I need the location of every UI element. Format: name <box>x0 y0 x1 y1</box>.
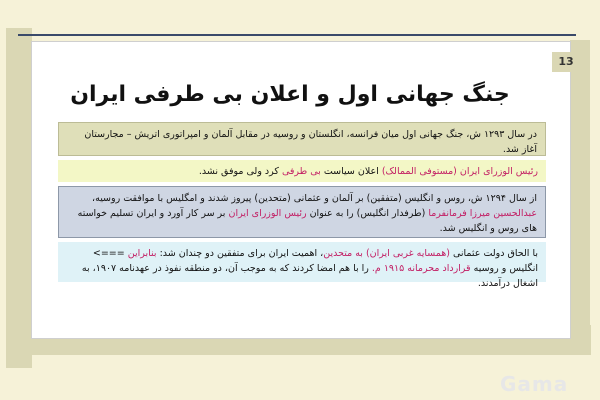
page-number: 13 <box>552 52 580 72</box>
box2-highlight-neutrality: بی طرفی <box>281 166 321 177</box>
box3-text-b: (طرفدار انگلیس) را به عنوان <box>306 208 429 219</box>
box2-text-a: اعلان سیاست <box>320 166 382 177</box>
box3-text-a: از سال ۱۲۹۴ ش، روس و انگلیس (متفقین) بر آلمان و عثمانی (متحدین) پیروز شدند و امگلیس با موافقت روسیه، <box>92 193 537 204</box>
box4-highlight-therefore: بنابراین <box>127 248 157 259</box>
box3-highlight-farmanfarma: عبدالحسین میرزا فرمانفرما <box>428 208 537 219</box>
box3-highlight-pm: رئیس الوزرای ایران <box>228 208 307 219</box>
box4-text-a: با الحاق دولت عثمانی <box>449 248 538 259</box>
slide-top-rule <box>18 34 576 36</box>
slide-title: جنگ جهانی اول و اعلان بی طرفی ایران <box>70 82 510 107</box>
box3-text-c: بر سر کار آورد و ایران تسلیم خواسته های روس و انگلیس شد. <box>77 208 537 234</box>
box4-text-c: ===> انگلیس و روسیه <box>92 248 538 274</box>
text-box-4 <box>58 242 546 289</box>
box4-highlight-neighbor: (همسایه غربی ایران) به متحدین <box>323 248 450 259</box>
left-decor-band <box>6 28 32 368</box>
box1-text: در سال ۱۲۹۳ ش، جنگ جهانی اول میان فرانسه، انگلستان و روسیه در مقابل آلمان و امپراتوری اتریش – مجارستان آغاز شد. <box>84 129 537 155</box>
box2-text-b: کرد ولی موفق نشد. <box>198 166 282 177</box>
box4-highlight-treaty: قرارداد محرمانه ۱۹۱۵ م. <box>371 263 471 274</box>
box4-text-b: ، اهمیت ایران برای متفقین دو چندان شد: <box>156 248 324 259</box>
text-box-3 <box>58 186 546 238</box>
text-box-2 <box>58 160 546 182</box>
box2-highlight-pm: رئیس الوزرای ایران (مستوفی الممالک) <box>381 166 538 177</box>
right-decor-band <box>570 40 590 330</box>
watermark-logo: Gama <box>500 372 569 396</box>
text-box-1 <box>58 122 546 156</box>
box4-text-d: را با هم امضا کردند که به موجب آن، دو منطقه نفوذ در عهدنامه ۱۹۰۷، به اشغال درآمدند. <box>81 263 538 289</box>
